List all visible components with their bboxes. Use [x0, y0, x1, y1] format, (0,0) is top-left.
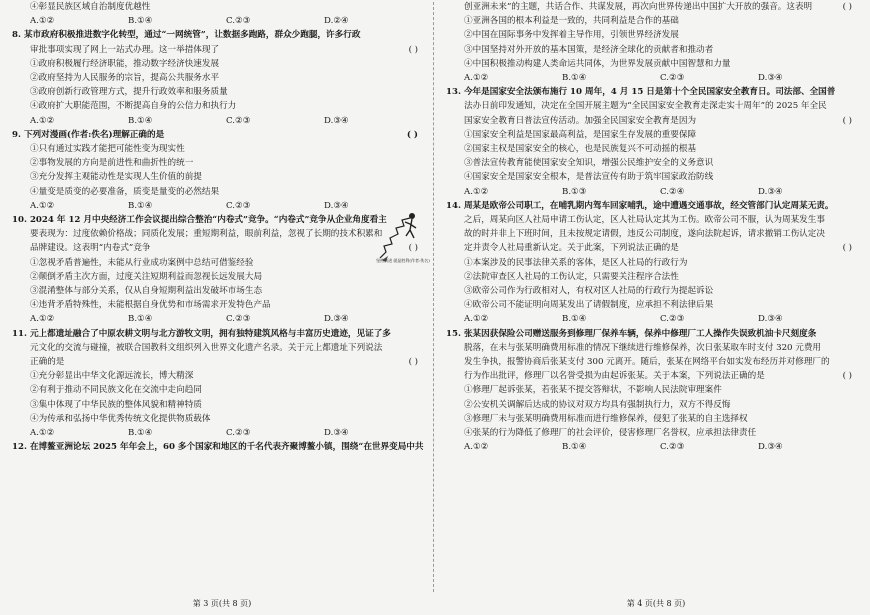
answer-bracket: ( )	[406, 129, 418, 140]
line-text: ①政府积极履行经济职能，推动数字经济快速发展	[30, 58, 220, 69]
text-line	[12, 284, 432, 298]
choice-option: C.②③	[226, 115, 251, 126]
line-text: ①忽视矛盾普遍性，未能从行业成功案例中总结可借鉴经验	[30, 257, 254, 268]
text-line	[446, 156, 866, 170]
line-text: 法办日前印发通知，决定在全国开展主题为“全民国家安全教育走深走实十周年”的 2025 年全民	[464, 101, 827, 112]
text-line	[12, 85, 432, 99]
text-line	[12, 99, 432, 113]
text-line	[12, 0, 432, 14]
line-text: 定并责令人社局重新认定。关于此案，下列说法正确的是	[464, 243, 679, 254]
question-stem	[12, 28, 432, 42]
line-text: ③欧帝公司作为行政相对人，有权对区人社局的行政行为提起诉讼	[464, 286, 714, 297]
line-text: ②有利于推动不同民族文化在交流中走向趋同	[30, 385, 202, 396]
question-stem	[12, 128, 432, 142]
line-text: ④为传承和弘扬中华优秀传统文化提供物质载体	[30, 413, 211, 424]
text-line	[12, 185, 432, 199]
choice-option: A.①②	[30, 16, 55, 27]
line-text: 国家安全教育日普法宣传活动。加强全民国家安全教育是因为	[464, 115, 697, 126]
text-line	[12, 412, 432, 426]
choice-option: D.③④	[324, 428, 349, 439]
choice-option: A.①②	[464, 186, 489, 197]
answer-choices	[12, 312, 432, 326]
line-text: 要表现为：过度依赖价格战；同质化发展；重短期利益，眼前利益，忽视了长期的技术积累和	[30, 229, 383, 240]
line-text: ②中国在国际事务中发挥着主导作用，引领世界经济发展	[464, 30, 679, 41]
text-line	[12, 227, 432, 241]
text-line	[446, 412, 866, 426]
text-line	[12, 170, 432, 184]
choice-option: C.②③	[226, 16, 251, 27]
text-line	[446, 57, 866, 71]
line-text: 行为作出批评，修理厂以名誉受损为由起诉张某。关于本案，下列说法正确的是	[464, 371, 765, 382]
answer-choices	[446, 312, 866, 326]
answer-bracket: ( )	[842, 371, 852, 382]
line-text: ①充分彰显出中华文化源远流长，博大精深	[30, 371, 194, 382]
text-line	[446, 170, 866, 184]
choice-option: B.①④	[562, 73, 587, 84]
line-text: ②政府坚持为人民服务的宗旨，提高公共服务水平	[30, 73, 220, 84]
choice-option: B.①④	[128, 115, 153, 126]
text-line	[446, 0, 866, 14]
answer-choices	[12, 426, 432, 440]
line-text: 11. 元上都遗址融合了中原农耕文明与北方游牧文明，拥有独特建筑风格与丰富历史遗迹，见证了多	[12, 328, 391, 339]
question-stem	[446, 85, 866, 99]
page-divider	[433, 2, 434, 592]
question-stem	[446, 327, 866, 341]
choice-option: B.①④	[128, 428, 153, 439]
question-stem	[12, 327, 432, 341]
text-line	[446, 128, 866, 142]
line-text: 10. 2024 年 12 月中央经济工作会议提出综合整治“内卷式”竞争。“内卷式”竞争从企业角度看主	[12, 215, 387, 226]
line-text: ③混淆整体与部分关系，仅从自身短期利益出发破坏市场生态	[30, 286, 263, 297]
line-text: 15. 张某因获保险公司赠送服务到修理厂保养车辆，保养中修理厂工人操作失误致机油卡尺刻度条	[446, 328, 817, 339]
line-text: 13. 今年是国家安全法颁布施行 10 周年，4 月 15 日是第十个全民国家安全教育日。司法部、全国普	[446, 87, 836, 98]
choice-option: B.①④	[128, 16, 153, 27]
choice-option: B.①③	[562, 186, 587, 197]
choice-option: D.③④	[758, 314, 783, 325]
text-line	[12, 398, 432, 412]
text-line	[446, 284, 866, 298]
line-text: 创亚洲未来”的主题，共话合作、共谋发展，再次向世界传递出中国扩大开放的强音。这表明	[464, 2, 813, 12]
text-line	[446, 241, 866, 255]
answer-bracket: ( )	[408, 243, 418, 254]
line-text: ③修理厂未与张某明确费用标准而进行维修保养，侵犯了张某的自主选择权	[464, 413, 748, 424]
line-text: ④量变是质变的必要准备，质变是量变的必然结果	[30, 186, 220, 197]
choice-option: C.②③	[660, 73, 685, 84]
answer-bracket: ( )	[842, 2, 852, 12]
text-line	[12, 142, 432, 156]
text-line	[446, 213, 866, 227]
choice-option: D.③④	[324, 200, 349, 211]
line-text: ②法院审查区人社局的工伤认定，只需要关注程序合法性	[464, 271, 679, 282]
text-line	[446, 398, 866, 412]
line-text: 12. 在博鳌亚洲论坛 2025 年年会上，60 多个国家和地区的千名代表齐聚博鳌小镇，围绕“在世界变局中共	[12, 442, 424, 453]
line-text: ③政府创新行政管理方式，提升行政效率和服务质量	[30, 87, 228, 98]
choice-option: C.②③	[226, 200, 251, 211]
text-line	[12, 355, 432, 369]
line-text: 故的时并非上下班时间，且未按规定请假，违反公司制度，遂向法院起诉，请求撤销工伤认定决	[464, 229, 825, 240]
text-line	[446, 43, 866, 57]
choice-option: B.①④	[128, 200, 153, 211]
line-text: ④张某的行为降低了修理厂的社会评价，侵害修理厂名誉权，应承担法律责任	[464, 428, 757, 439]
line-text: ③集中体现了中华民族的整体风貌和精神特质	[30, 399, 202, 410]
page-4	[446, 0, 866, 615]
text-line	[12, 241, 432, 255]
line-text: ①只有通过实践才能把可能性变为现实性	[30, 144, 185, 155]
choice-option: D.③④	[758, 442, 783, 453]
choice-option: C.②③	[226, 428, 251, 439]
text-line	[446, 114, 866, 128]
choice-option: C.②④	[660, 186, 685, 197]
page-4-content	[446, 0, 866, 455]
choice-option: A.①②	[30, 428, 55, 439]
text-line	[12, 383, 432, 397]
text-line	[12, 57, 432, 71]
line-text: ④中国积极推动构建人类命运共同体，为世界发展贡献中国智慧和力量	[464, 58, 731, 69]
choice-option: A.①②	[30, 200, 55, 211]
page-3-content	[12, 0, 432, 455]
answer-bracket: ( )	[842, 243, 852, 254]
choice-option: D.③④	[758, 186, 783, 197]
answer-bracket: ( )	[408, 357, 418, 368]
line-text: ①本案涉及的民事法律关系的客体，是区人社局的行政行为	[464, 257, 688, 268]
line-text: 发生争执，报警协商后张某支付 300 元离开。随后，张某在网络平台如实发布经历并对修理厂的	[464, 357, 830, 368]
text-line	[446, 28, 866, 42]
choice-option: D.③④	[324, 314, 349, 325]
choice-option: B.①④	[562, 442, 587, 453]
page-number: 第 3 页(共 8 页)	[192, 598, 252, 608]
comic-caption: 坚持前进 就是胜利(作者:佚名)	[376, 258, 430, 263]
question-stem	[12, 213, 432, 227]
choice-option: A.①②	[30, 314, 55, 325]
question-stem	[12, 440, 432, 454]
line-text: ④彰显民族区域自治制度优越性	[30, 2, 151, 12]
choice-option: B.①④	[562, 314, 587, 325]
choice-option: A.①②	[464, 314, 489, 325]
text-line	[12, 71, 432, 85]
answer-choices	[12, 14, 432, 28]
line-text: ③中国坚持对外开放的基本国策，是经济全球化的贡献者和推动者	[464, 44, 714, 55]
line-text: 8. 某市政府积极推进数字化转型，通过“一网统管”，让数据多跑路，群众少跑腿，许多行政	[12, 30, 361, 41]
text-line	[446, 298, 866, 312]
line-text: ②颠倒矛盾主次方面，过度关注短期利益而忽视长远发展大局	[30, 271, 263, 282]
text-line	[446, 227, 866, 241]
text-line	[446, 99, 866, 113]
line-text: 元文化的交流与碰撞，被联合国教科文组织列入世界文化遗产名录。关于元上都遗址下列说法	[30, 342, 383, 353]
question-stem	[446, 199, 866, 213]
line-text: ②国家主权是国家安全的核心，也是民族复兴不可动摇的根基	[464, 144, 697, 155]
choice-option: A.①②	[464, 73, 489, 84]
choice-option: C.②③	[226, 314, 251, 325]
line-text: 审批事项实现了网上一站式办理。这一举措体现了	[30, 44, 220, 55]
line-text: 正确的是	[30, 357, 65, 368]
line-text: ②公安机关调解后达成的协议对双方均具有强制执行力，双方不得反悔	[464, 399, 731, 410]
line-text: 品牌建设。这表明“内卷式”竞争	[30, 243, 151, 254]
line-text: ①国家安全利益是国家最高利益，是国家生存发展的重要保障	[464, 129, 697, 140]
line-text: ④欧帝公司不能证明向周某发出了请假制度，应承担不利法律后果	[464, 300, 714, 311]
text-line	[446, 369, 866, 383]
answer-choices	[446, 185, 866, 199]
choice-option: A.①②	[464, 442, 489, 453]
text-line	[12, 43, 432, 57]
answer-bracket: ( )	[408, 44, 418, 55]
line-text: 14. 周某是欧帝公司职工，在哺乳期内驾车回家哺乳，途中遭遇交通事故，经交管部门认定周某无责。	[446, 200, 834, 211]
choice-option: A.①②	[30, 115, 55, 126]
text-line	[446, 256, 866, 270]
choice-option: B.①④	[128, 314, 153, 325]
line-text: 9. 下列对漫画(作者:佚名)理解正确的是	[12, 129, 165, 140]
line-text: ④政府扩大职能范围，不断提高自身的公信力和执行力	[30, 101, 237, 112]
page-number: 第 4 页(共 8 页)	[626, 598, 686, 608]
answer-choices	[446, 71, 866, 85]
answer-bracket: ( )	[842, 115, 852, 126]
line-text: ③充分发挥主观能动性是实现人生价值的前提	[30, 172, 202, 183]
line-text: ②事物发展的方向是前进性和曲折性的统一	[30, 158, 194, 169]
answer-choices	[12, 114, 432, 128]
choice-option: C.②③	[660, 442, 685, 453]
answer-choices	[446, 440, 866, 454]
choice-option: C.②③	[660, 314, 685, 325]
text-line	[12, 156, 432, 170]
text-line	[446, 355, 866, 369]
text-line	[446, 142, 866, 156]
page-3	[12, 0, 432, 615]
line-text: 脱落，在未与张某明确费用标准的情况下继续进行维修保养，次日张某取车时支付 320 元费用	[464, 342, 822, 353]
text-line	[12, 298, 432, 312]
text-line	[446, 341, 866, 355]
choice-option: D.③④	[324, 115, 349, 126]
text-line	[446, 270, 866, 284]
line-text: 之后，周某向区人社局申请工伤认定，区人社局认定其为工伤。欧帝公司不服，认为周某发生事	[464, 215, 825, 226]
choice-option: D.②④	[324, 16, 349, 27]
line-text: ③普法宣传教育能使国家安全知识，增强公民维护安全的义务意识	[464, 158, 714, 169]
text-line	[12, 341, 432, 355]
line-text: ①修理厂起诉张某，若张某不提交答辩状，不影响人民法院审理案件	[464, 385, 722, 396]
choice-option: D.③④	[758, 73, 783, 84]
text-line	[446, 426, 866, 440]
answer-choices	[12, 199, 432, 213]
line-text: ④违背矛盾特殊性，未能根据自身优势和市场需求开发特色产品	[30, 300, 271, 311]
text-line	[12, 369, 432, 383]
line-text: ①亚洲各国的根本利益是一致的，共同利益是合作的基础	[464, 16, 679, 27]
text-line	[446, 14, 866, 28]
line-text: ④国家安全是国家安全根本，是普法宣传有助于筑牢国家政治防线	[464, 172, 714, 183]
text-line	[446, 383, 866, 397]
